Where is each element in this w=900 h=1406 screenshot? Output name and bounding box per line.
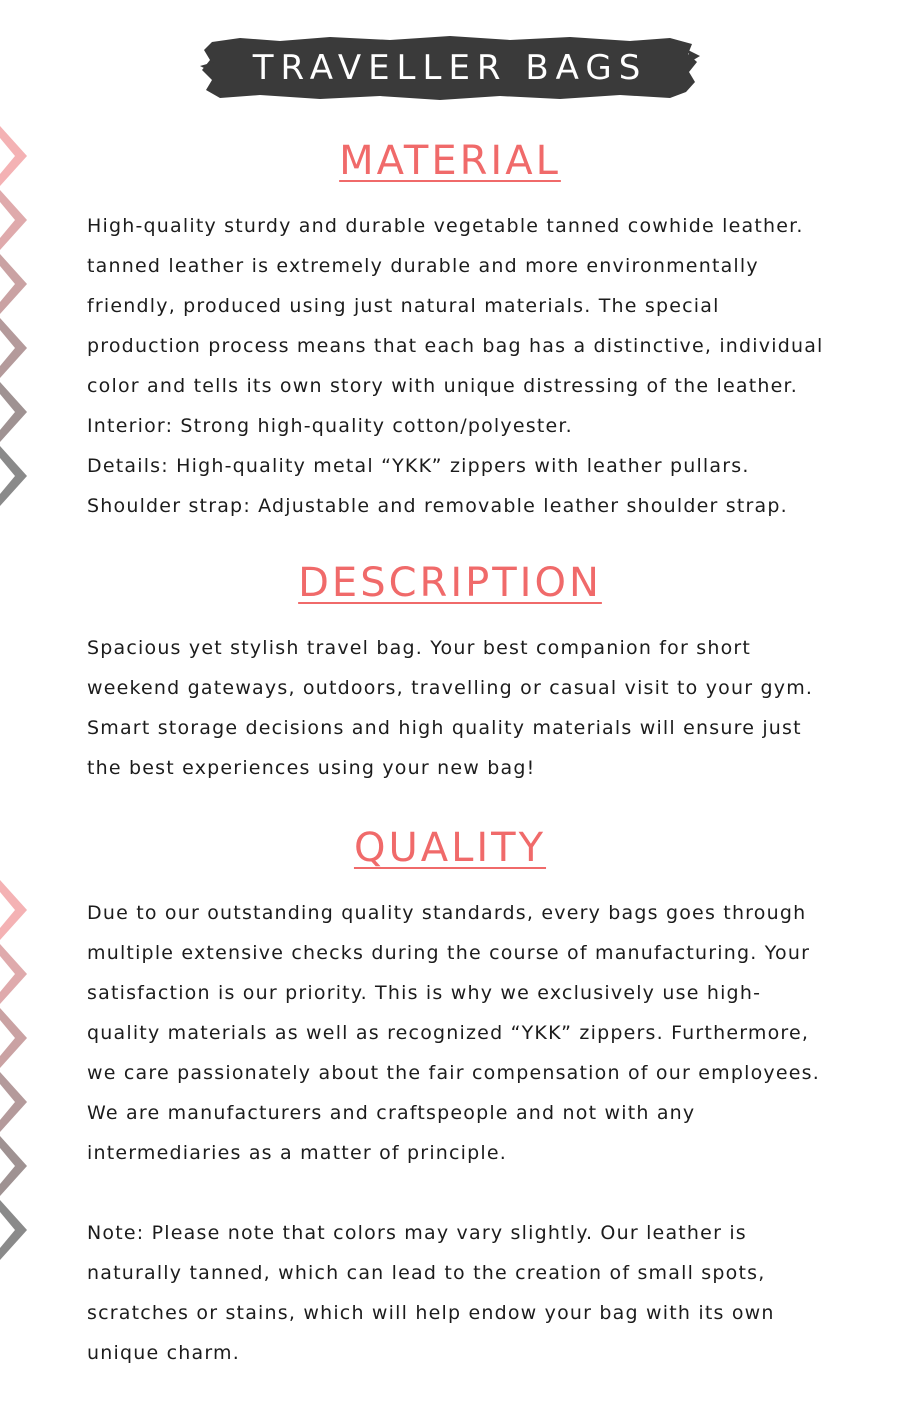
text-line: intermediaries as a matter of principle.	[87, 1142, 508, 1164]
text-line: we care passionately about the fair compensation of our employees.	[87, 1062, 820, 1084]
chevron-shape	[0, 318, 27, 378]
text-line: High-quality sturdy and durable vegetable tanned cowhide leather.	[87, 215, 804, 237]
note-line: Note: Please note that colors may vary slightly. Our leather is	[87, 1222, 747, 1244]
chevron-shape	[0, 254, 27, 314]
chevron-decoration-bottom	[0, 880, 30, 1280]
text-line: production process means that each bag has a distinctive, individual	[87, 335, 824, 357]
note-line: unique charm.	[87, 1342, 240, 1364]
chevron-shape	[0, 1136, 27, 1196]
text-line: Shoulder strap: Adjustable and removable leather shoulder strap.	[87, 495, 788, 517]
chevron-shape	[0, 1008, 27, 1068]
quality-heading: QUALITY	[353, 825, 547, 871]
description-heading: DESCRIPTION	[298, 560, 602, 606]
chevron-shape	[0, 1200, 27, 1260]
chevron-decoration-top	[0, 126, 30, 526]
note-line: naturally tanned, which can lead to the creation of small spots,	[87, 1262, 766, 1284]
text-line: the best experiences using your new bag!	[87, 757, 536, 779]
banner-title: TRAVELLER BAGS	[252, 48, 648, 88]
text-line: Due to our outstanding quality standards, every bags goes through	[87, 902, 807, 924]
paragraph-gap	[87, 1173, 847, 1213]
chevron-shape	[0, 1072, 27, 1132]
text-line: Interior: Strong high-quality cotton/polyester.	[87, 415, 573, 437]
chevron-shape	[0, 446, 27, 506]
quality-text	[87, 893, 847, 1373]
chevron-shape	[0, 880, 27, 940]
text-line: color and tells its own story with unique distressing of the leather.	[87, 375, 799, 397]
chevron-shape	[0, 190, 27, 250]
chevron-shape	[0, 944, 27, 1004]
material-heading: MATERIAL	[339, 138, 561, 184]
text-line: quality materials as well as recognized “YKK” zippers. Furthermore,	[87, 1022, 810, 1044]
description-text	[87, 628, 847, 788]
text-line: We are manufacturers and craftspeople and not with any	[87, 1102, 696, 1124]
text-line: tanned leather is extremely durable and more environmentally	[87, 255, 759, 277]
title-banner	[200, 32, 700, 104]
text-line: weekend gateways, outdoors, travelling or casual visit to your gym.	[87, 677, 814, 699]
chevron-shape	[0, 382, 27, 442]
text-line: friendly, produced using just natural materials. The special	[87, 295, 720, 317]
text-line: Spacious yet stylish travel bag. Your best companion for short	[87, 637, 752, 659]
text-line: satisfaction is our priority. This is why we exclusively use high-	[87, 982, 762, 1004]
text-line: Details: High-quality metal “YKK” zippers with leather pullars.	[87, 455, 750, 477]
material-text	[87, 206, 847, 526]
text-line: Smart storage decisions and high quality materials will ensure just	[87, 717, 802, 739]
note-line: scratches or stains, which will help endow your bag with its own	[87, 1302, 775, 1324]
text-line: multiple extensive checks during the course of manufacturing. Your	[87, 942, 811, 964]
